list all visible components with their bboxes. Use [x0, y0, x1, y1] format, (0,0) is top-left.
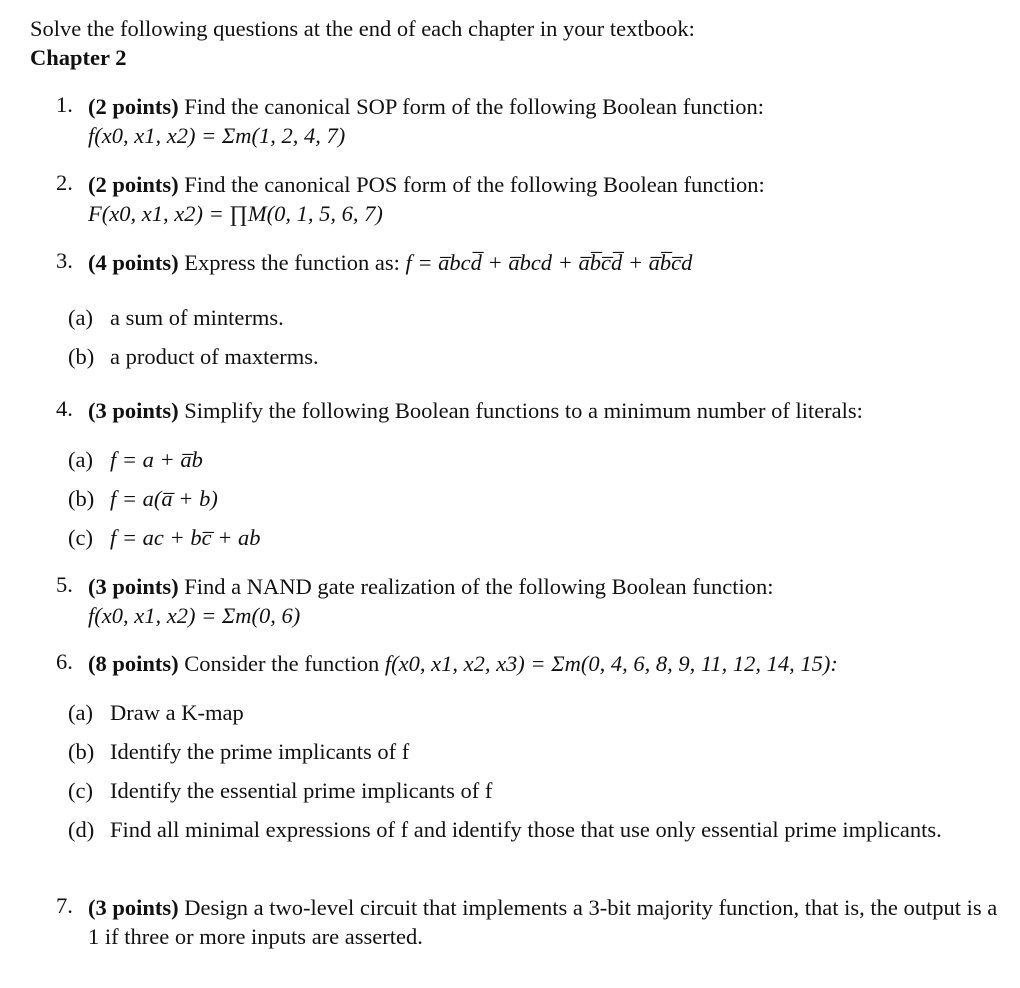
question-3-part-b	[68, 342, 948, 371]
question-text: Design a two-level circuit that implements a 3-bit majority function, that is, the output is a 1 if three or more inputs are asserted.	[88, 895, 998, 949]
part-text: f = a(a̅ + b)	[110, 486, 218, 511]
question-points: (8 points)	[88, 651, 179, 676]
part-label: (a)	[68, 305, 93, 330]
question-text: Consider the function	[184, 651, 380, 676]
question-6-part-a	[68, 698, 948, 727]
part-label: (a)	[68, 700, 93, 725]
part-text: Identify the essential prime implicants of f	[110, 778, 493, 803]
question-5	[56, 572, 1001, 630]
question-4-part-c	[68, 523, 948, 552]
question-6	[56, 649, 1001, 678]
question-points: (2 points)	[88, 94, 179, 119]
question-text: Find a NAND gate realization of the following Boolean function:	[184, 574, 774, 599]
question-4-part-b	[68, 484, 948, 513]
question-formula: f(x0, x1, x2) = Σm(1, 2, 4, 7)	[88, 123, 346, 148]
part-text: Identify the prime implicants of f	[110, 739, 410, 764]
question-4	[56, 396, 1001, 425]
question-3-part-a	[68, 303, 948, 332]
question-points: (3 points)	[88, 574, 179, 599]
question-points: (3 points)	[88, 895, 179, 920]
assignment-page	[30, 14, 1005, 72]
part-label: (b)	[68, 739, 95, 764]
intro-text: Solve the following questions at the end of each chapter in your textbook:	[30, 16, 695, 41]
question-points: (2 points)	[88, 172, 179, 197]
question-2	[56, 170, 1001, 228]
question-formula: f(x0, x1, x2, x3) = Σm(0, 4, 6, 8, 9, 11, 12, 14, 15):	[384, 651, 838, 676]
question-6-part-c	[68, 776, 948, 805]
part-text: a sum of minterms.	[110, 305, 284, 330]
part-text: f = ac + bc̅ + ab	[110, 525, 261, 550]
question-number: 2.	[56, 170, 73, 195]
chapter-heading: Chapter 2	[30, 45, 127, 70]
part-text: Find all minimal expressions of f and identify those that use only essential prime implicants.	[110, 817, 942, 842]
question-text: Find the canonical SOP form of the following Boolean function:	[184, 94, 764, 119]
question-text: Express the function as:	[184, 250, 400, 275]
question-6-part-d	[68, 815, 948, 844]
part-label: (d)	[68, 817, 95, 842]
question-points: (3 points)	[88, 398, 179, 423]
question-formula: f = a̅bcd̅ + a̅bcd + a̅b̅c̅d̅ + a̅b̅c̅d	[405, 250, 693, 275]
question-number: 5.	[56, 572, 73, 597]
question-number: 3.	[56, 248, 73, 273]
question-4-part-a	[68, 445, 948, 474]
question-7	[56, 893, 1001, 951]
question-number: 6.	[56, 649, 73, 674]
question-number: 7.	[56, 893, 73, 918]
part-text: Draw a K-map	[110, 700, 244, 725]
question-3	[56, 248, 1001, 277]
part-label: (a)	[68, 447, 93, 472]
part-label: (c)	[68, 778, 93, 803]
question-formula: F(x0, x1, x2) = ∏M(0, 1, 5, 6, 7)	[88, 201, 383, 226]
part-text: a product of maxterms.	[110, 344, 319, 369]
question-points: (4 points)	[88, 250, 179, 275]
question-6-part-b	[68, 737, 948, 766]
part-label: (b)	[68, 344, 95, 369]
question-text: Find the canonical POS form of the following Boolean function:	[184, 172, 765, 197]
part-label: (c)	[68, 525, 93, 550]
part-text: f = a + a̅b	[110, 447, 203, 472]
question-text: Simplify the following Boolean functions to a minimum number of literals:	[184, 398, 863, 423]
question-formula: f(x0, x1, x2) = Σm(0, 6)	[88, 603, 301, 628]
question-1	[56, 92, 1001, 150]
question-number: 1.	[56, 92, 73, 117]
question-number: 4.	[56, 396, 73, 421]
part-label: (b)	[68, 486, 95, 511]
